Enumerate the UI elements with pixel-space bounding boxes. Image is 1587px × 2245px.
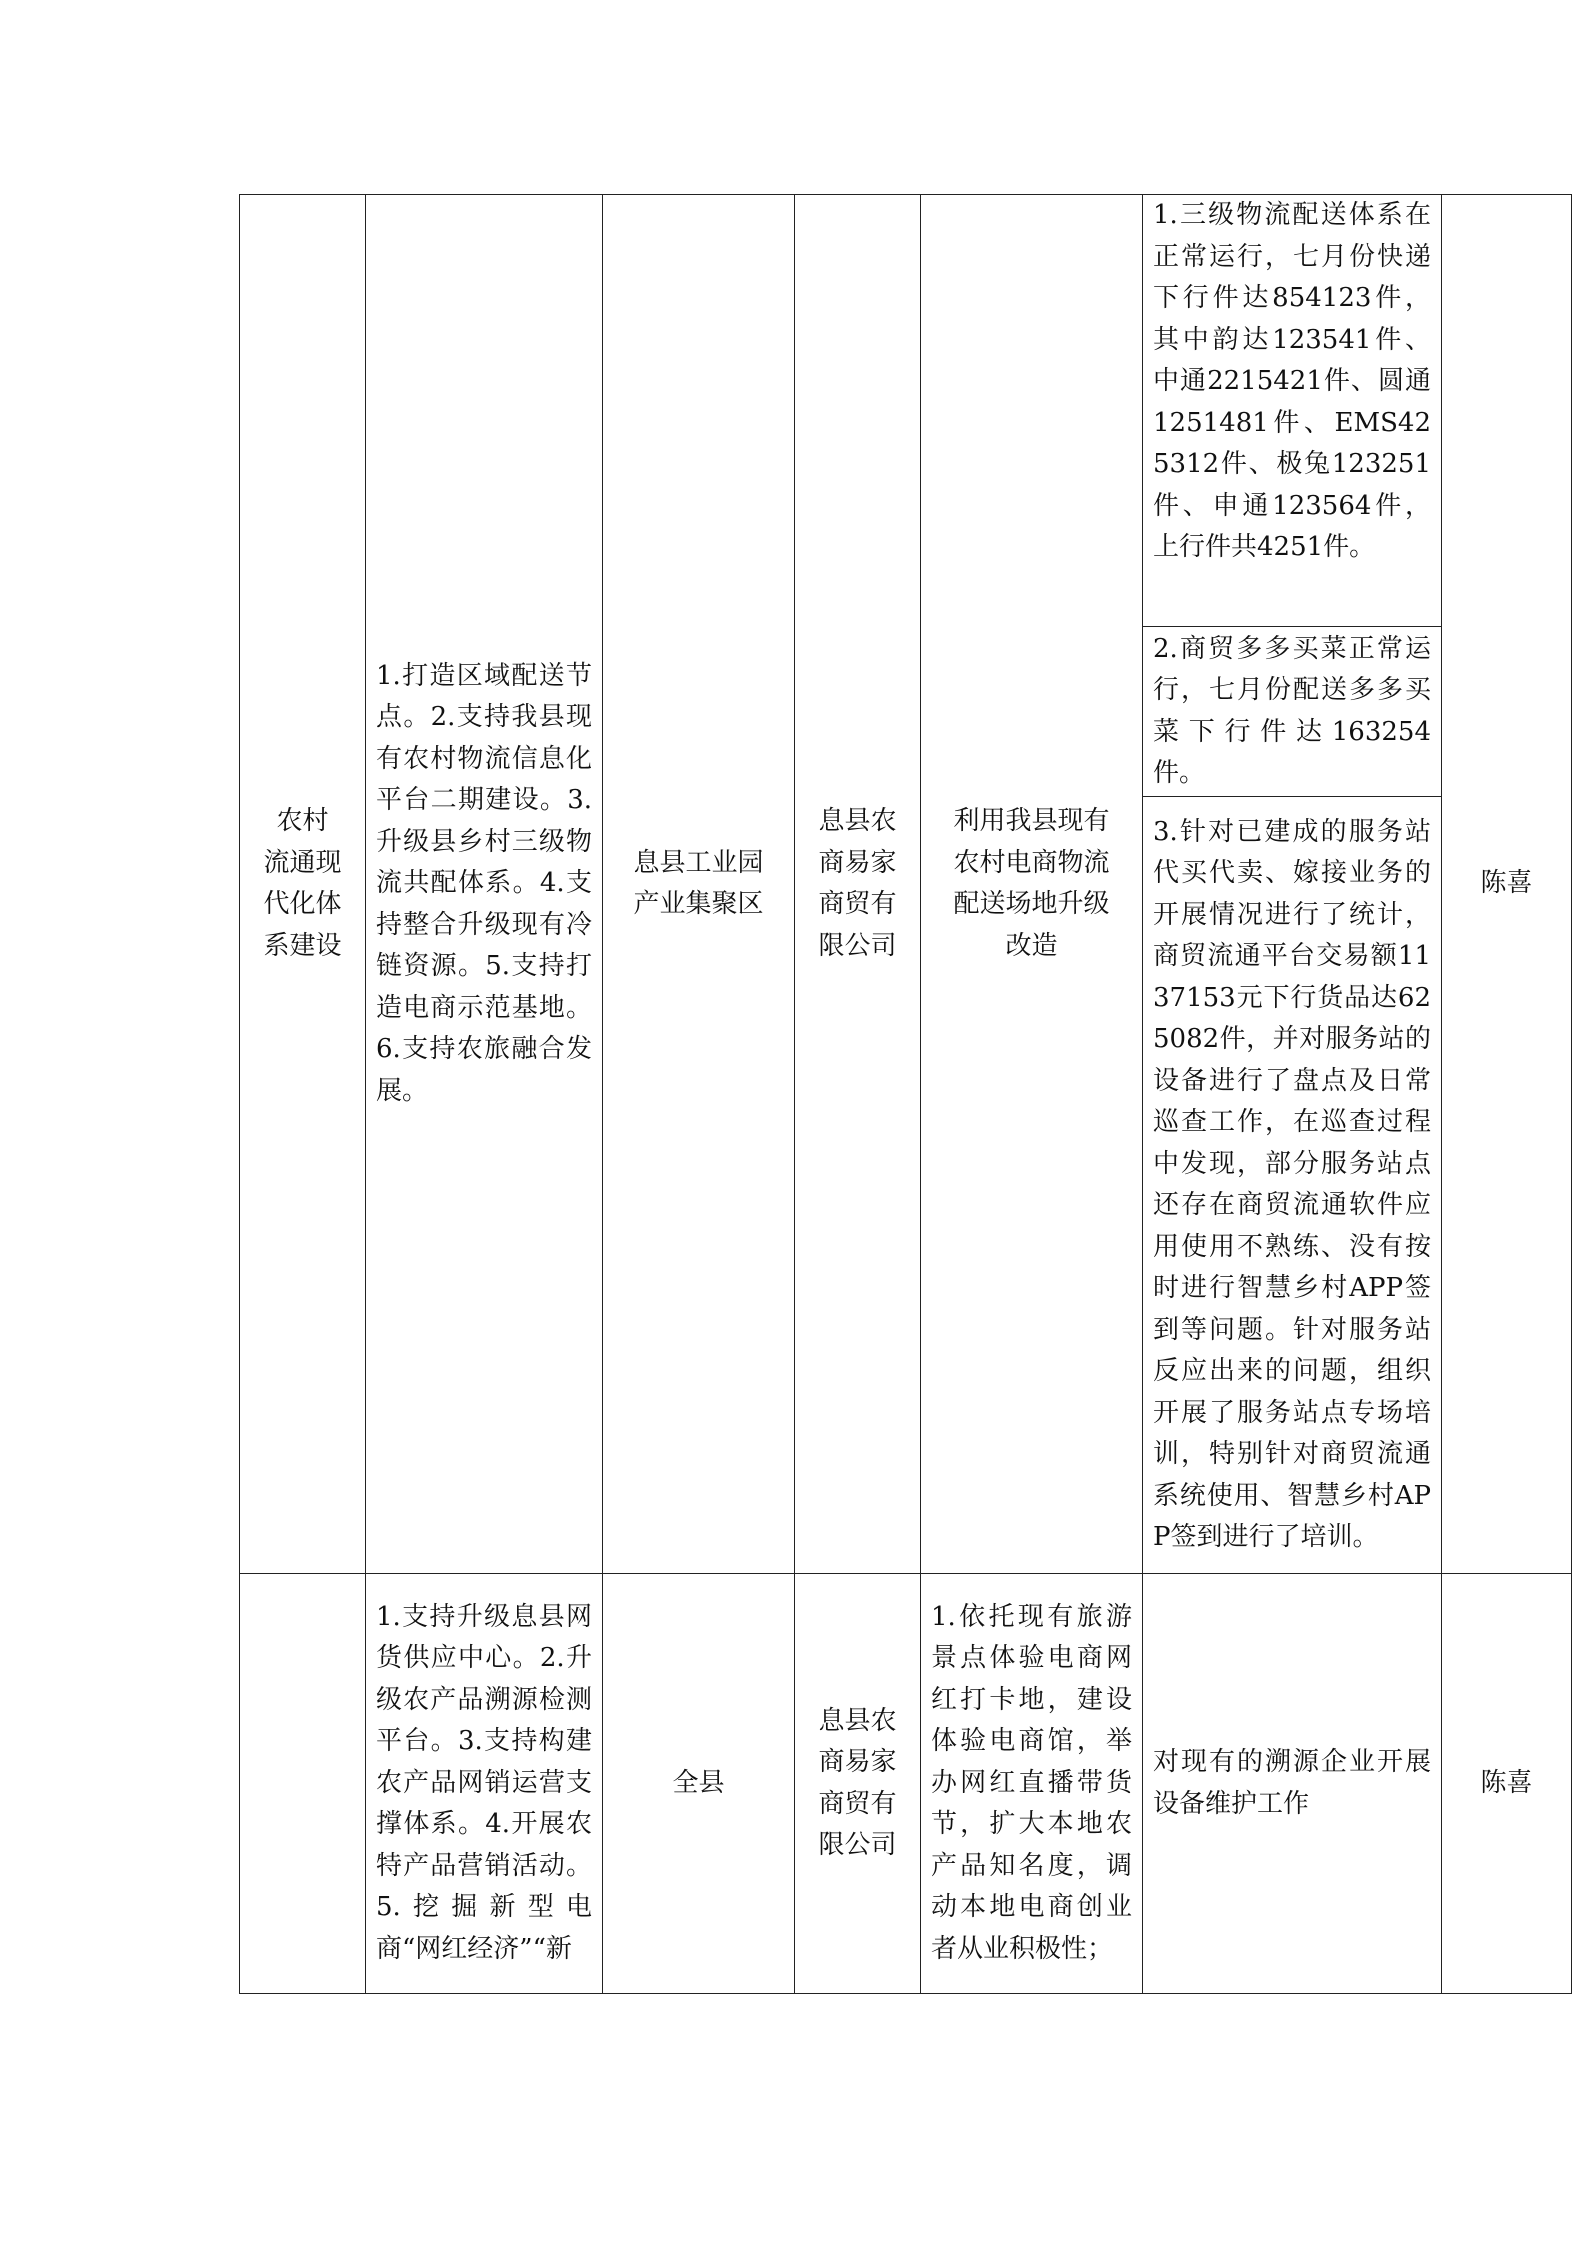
construction-content-cell: 1.支持升级息县网货供应中心。2.升级农产品溯源检测平台。3.支持构建农产品网销运营支撑体系。4.开展农特产品营销活动。5.挖掘新型电商“网红经济”“新 [366,1574,603,1994]
project-name-cell [240,1574,366,1994]
progress-cell: 1.三级物流配送体系在正常运行，七月份快递下行件达854123件，其中韵达123541件、中通2215421件、圆通1251481件、EMS425312件、极兔123251件、申通123564件，上行件共4251件。 [1143,195,1442,627]
location-cell: 全县 [603,1574,795,1994]
responsible-person-cell: 陈喜 [1442,1574,1572,1994]
construction-content-cell: 1.打造区域配送节点。2.支持我县现有农村物流信息化平台二期建设。3.升级县乡村三级物流共配体系。4.支持整合升级现有冷链资源。5.支持打造电商示范基地。6.支持农旅融合发展。 [366,195,603,1574]
measure-cell: 1.依托现有旅游景点体验电商网红打卡地，建设体验电商馆，举办网红直播带货节，扩大本地农产品知名度，调动本地电商创业者从业积极性； [921,1574,1143,1994]
table-row [240,1574,1572,1994]
progress-cell: 对现有的溯源企业开展设备维护工作 [1143,1574,1442,1994]
work-progress-table [239,194,1572,1994]
location-cell: 息县工业园 产业集聚区 [603,195,795,1574]
company-cell: 息县农 商易家 商贸有 限公司 [795,1574,921,1994]
progress-cell: 3.针对已建成的服务站代买代卖、嫁接业务的开展情况进行了统计，商贸流通平台交易额1137153元下行货品达625082件，并对服务站的设备进行了盘点及日常巡查工作，在巡查过程中发现，部分服务站点还存在商贸流通软件应用使用不熟练、没有按时进行智慧乡村APP签到等问题。针对服务站反应出来的问题，组织开展了服务站点专场培训，特别针对商贸流通系统使用、智慧乡村APP签到进行了培训。 [1143,797,1442,1574]
progress-cell: 2.商贸多多买菜正常运行，七月份配送多多买菜下行件达163254件。 [1143,627,1442,797]
project-name-cell: 农村 流通现 代化体 系建设 [240,195,366,1574]
company-cell: 息县农 商易家 商贸有 限公司 [795,195,921,1574]
table-row [240,195,1572,627]
responsible-person-cell: 陈喜 [1442,195,1572,1574]
measure-cell: 利用我县现有 农村电商物流 配送场地升级 改造 [921,195,1143,1574]
